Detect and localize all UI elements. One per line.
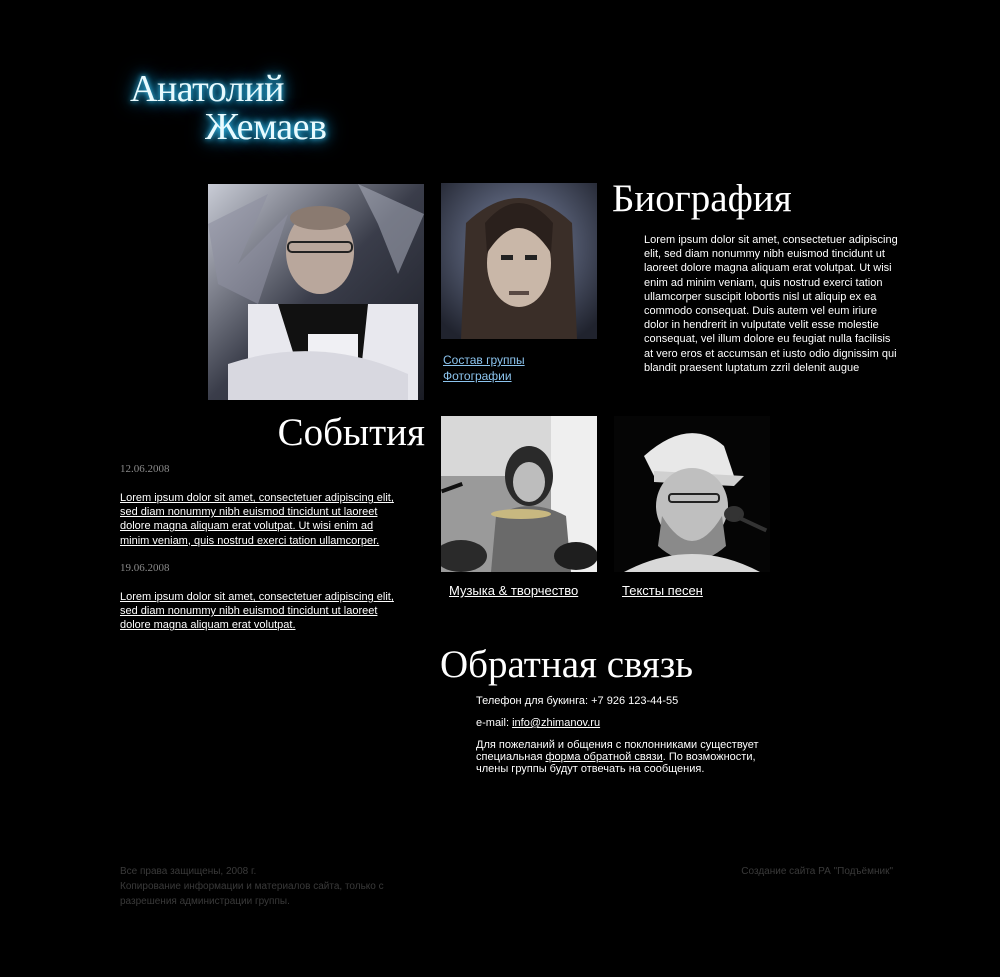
site-logo[interactable] — [130, 70, 390, 150]
logo-line1: Анатолий — [130, 68, 284, 110]
photos-link[interactable]: Фотографии — [443, 369, 512, 383]
booking-phone: Телефон для букинга: +7 926 123-44-55 — [476, 695, 679, 707]
footer-line: разрешения администрации группы. — [120, 896, 290, 907]
feedback-note — [476, 739, 761, 775]
lyrics-link[interactable]: Тексты песен — [622, 583, 703, 598]
feedback-info — [476, 695, 761, 785]
email-link[interactable]: info@zhimanov.ru — [512, 717, 601, 729]
email-label: e-mail: — [476, 717, 510, 729]
event-link[interactable]: Lorem ipsum dolor sit amet, consectetuer adipiscing elit, sed diam nonummy nibh euismod tincidunt ut laoreet dolore magna aliquam erat volutpat. — [120, 591, 394, 632]
feedback-note-before: Для пожеланий и общения с поклонниками существует специальная — [476, 739, 759, 763]
event-date: 19.06.2008 — [120, 562, 170, 574]
footer-credit[interactable]: Создание сайта РА "Подъёмник" — [741, 866, 893, 877]
logo-line2: Жемаев — [205, 106, 327, 148]
feedback-form-link[interactable]: форма обратной связи — [545, 751, 663, 763]
footer-line: Все права защищены, 2008 г. — [120, 866, 257, 877]
biography-heading: Биография — [612, 177, 792, 220]
photo-portrait-vest — [208, 184, 424, 400]
footer-copyright — [120, 864, 420, 909]
email-line — [476, 717, 761, 729]
events-heading: События — [277, 411, 425, 454]
photo-drummer[interactable] — [441, 416, 597, 572]
feedback-note-after: . По возможности, члены группы будут отвечать на сообщения. — [476, 751, 756, 775]
biography-text: Lorem ipsum dolor sit amet, consectetuer adipiscing elit, sed diam nonummy nibh euismod tincidunt ut laoreet dolore magna aliquam erat volutpat. Ut wisi enim ad minim veniam, quis nostrud exerci tation ullamcorper suscipit lobortis nisl ut aliquip ex ea commodo consequat. Duis autem vel eum iriure dolor in hendrerit in vulputate velit esse molestie consequat, vel illum dolore eu feugiat nulla facilisis at vero eros et accumsan et iusto odio dignissim qui blandit praesent luptatum zzril delenit augue — [644, 234, 898, 374]
biography-links — [443, 352, 525, 384]
photo-portrait-longhair — [441, 183, 597, 339]
music-creativity-link[interactable]: Музыка & творчество — [449, 583, 579, 598]
event-link[interactable]: Lorem ipsum dolor sit amet, consectetuer adipiscing elit, sed diam nonummy nibh euismod tincidunt ut laoreet dolore magna aliquam erat volutpat. Ut wisi enim ad minim veniam, quis nostrud exerci tation ullamcorper. — [120, 492, 394, 547]
footer-line: Копирование информации и материалов сайта, только с — [120, 881, 384, 892]
event-date: 12.06.2008 — [120, 463, 170, 475]
band-members-link[interactable]: Состав группы — [443, 353, 525, 367]
feedback-heading: Обратная связь — [440, 643, 694, 686]
photo-singer-cap[interactable] — [614, 416, 770, 572]
